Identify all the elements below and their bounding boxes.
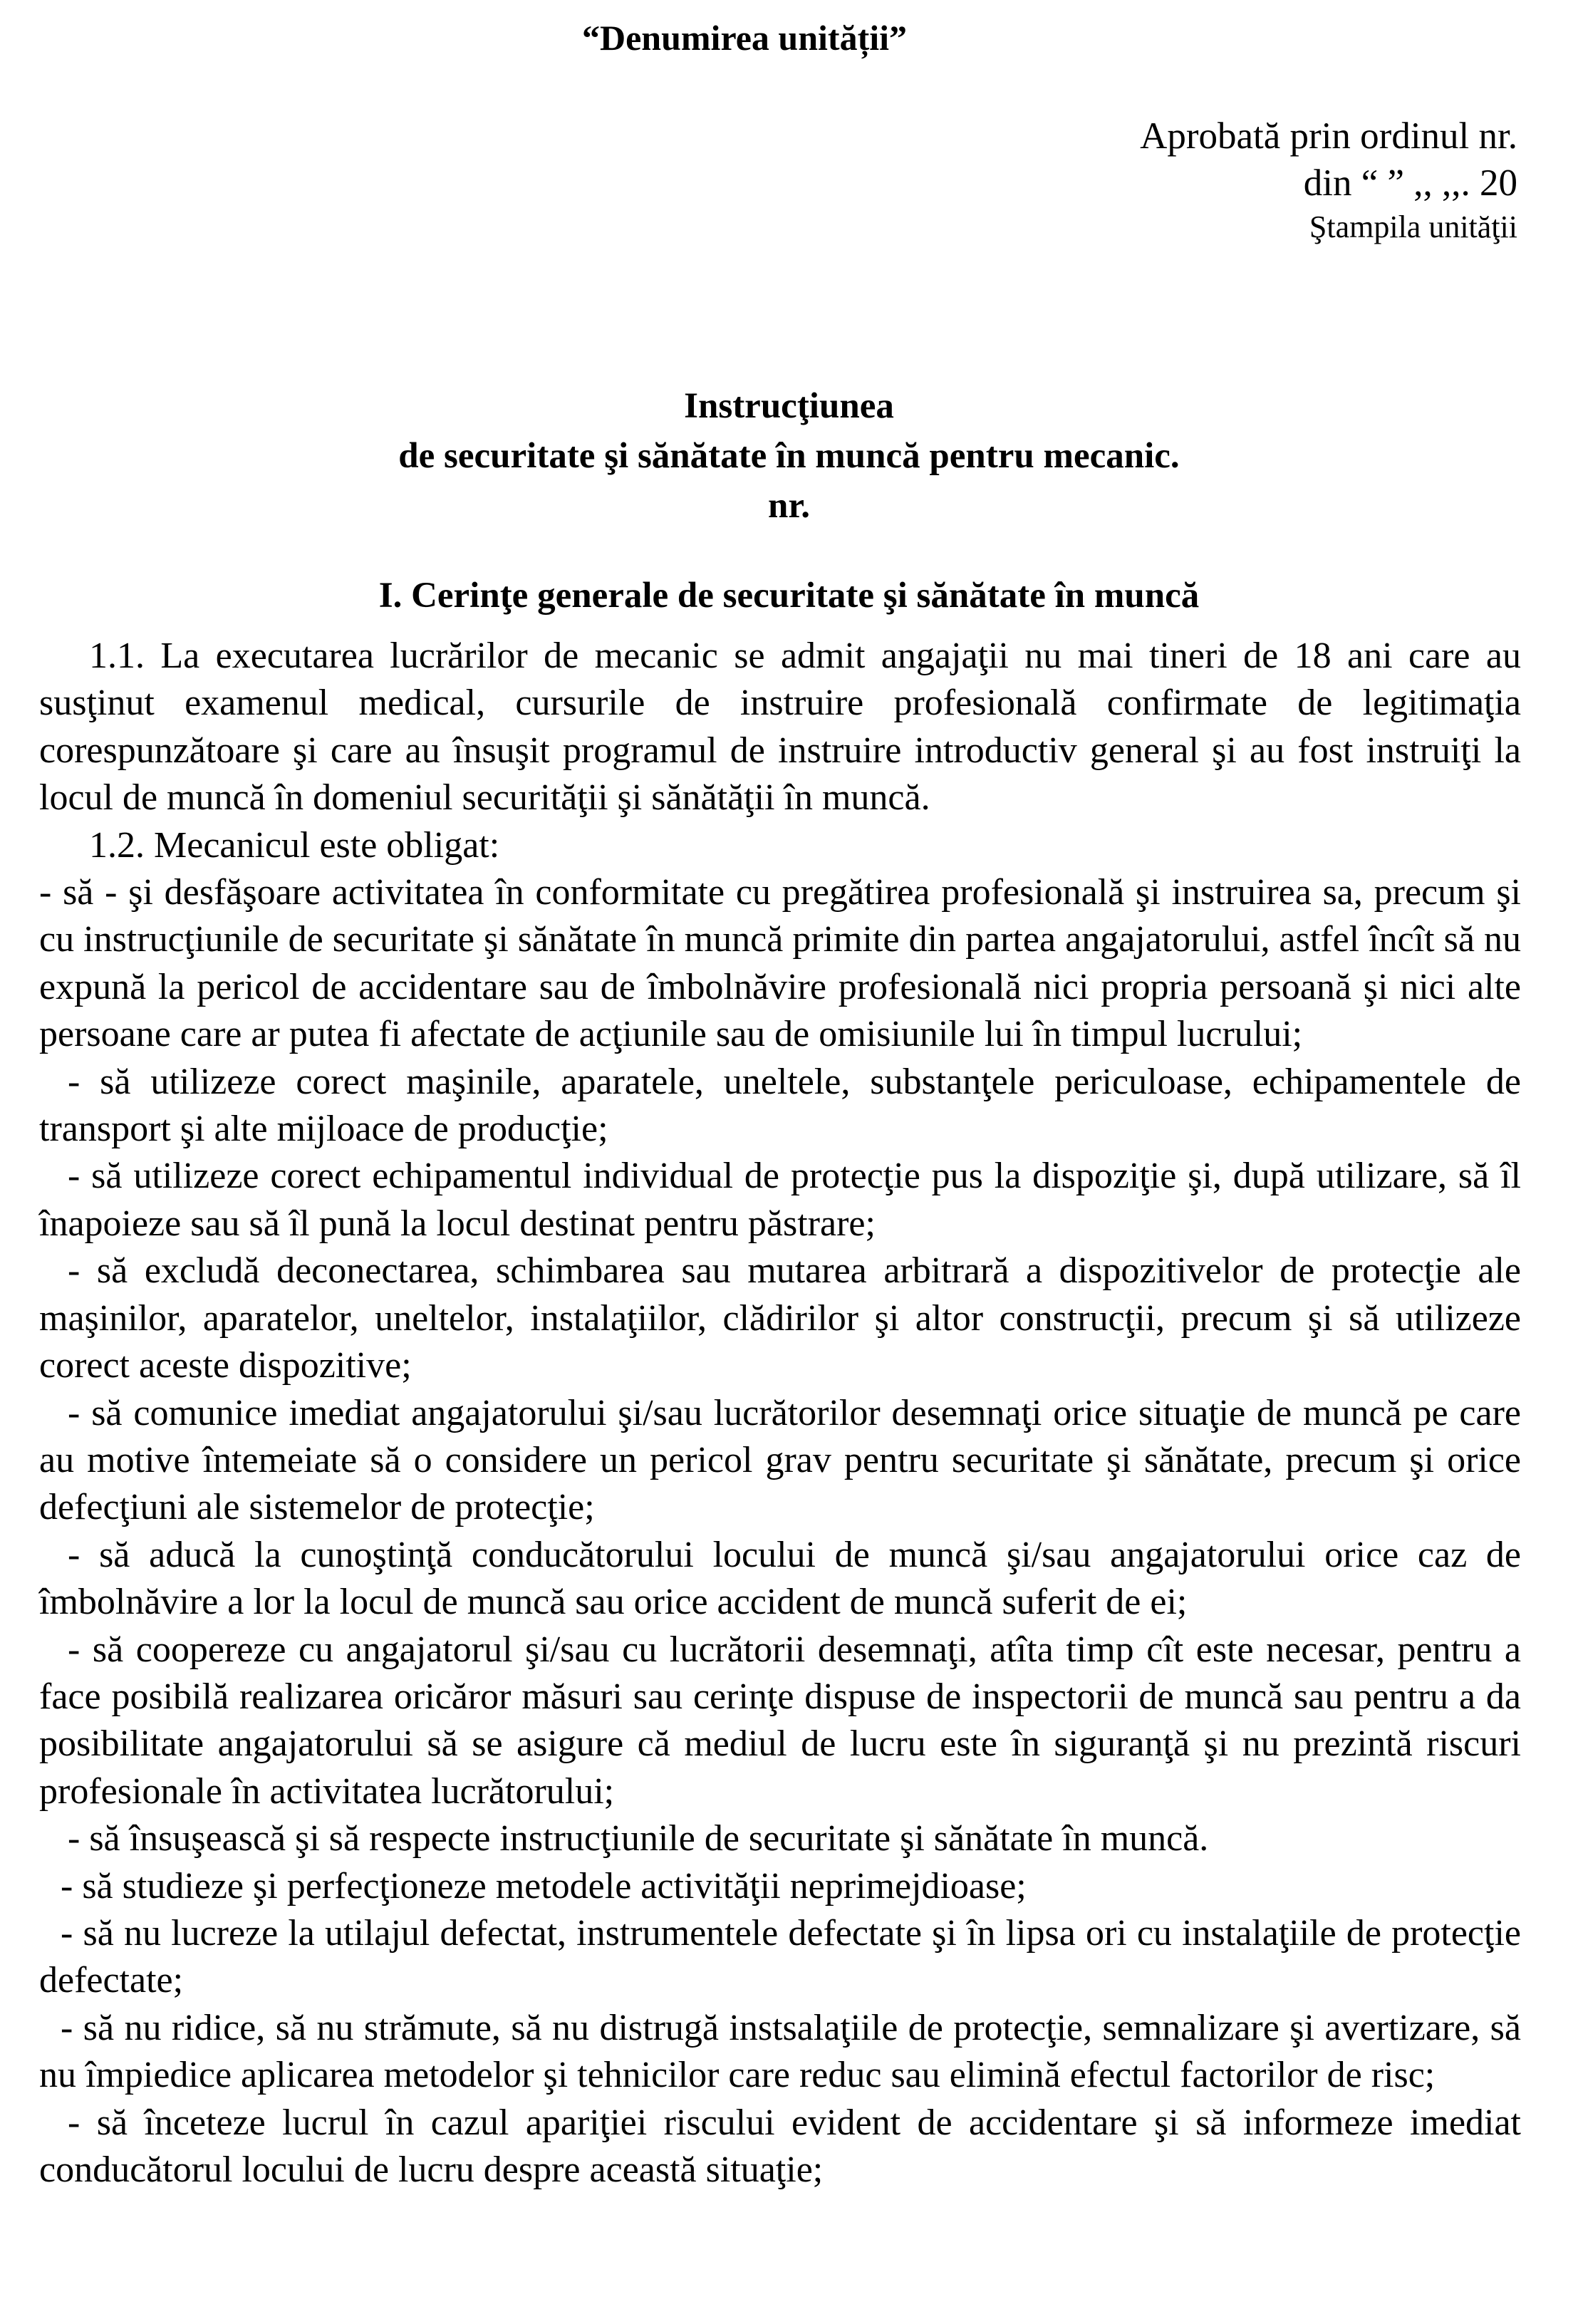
approval-block <box>1140 113 1517 248</box>
list-item: - să utilizeze corect maşinile, aparatele, uneltele, substanţele periculoase, echipamentele de transport şi alte mijloace de producţie; <box>39 1061 1521 1150</box>
list-item: - să aducă la cunoştinţă conducătorului locului de muncă şi/sau angajatorului orice caz de îmbolnăvire a lor la locul de muncă sau orice accident de muncă suferit de ei; <box>39 1534 1521 1623</box>
title-number: nr. <box>767 486 811 526</box>
document-title <box>0 381 1578 531</box>
title-line-2: de securitate şi sănătate în muncă pentru mecanic. <box>398 436 1180 476</box>
unit-name: “Denumirea unității” <box>581 18 908 58</box>
list-item: - să coopereze cu angajatorul şi/sau cu lucrătorii desemnaţi, atîta timp cît este necesar, pentru a face posibilă realizarea oricăror măsuri sau cerinţe dispuse de inspectorii de muncă sau pentru a da posibilitate angajatorului să se asigure că mediul de lucru este în siguranţă şi nu prezintă riscuri profesionale în activitatea lucrătorului; <box>39 1629 1521 1812</box>
document-body <box>39 633 1521 2194</box>
list-item: - să comunice imediat angajatorului şi/sau lucrătorilor desemnaţi orice situaţie de muncă pe care au motive întemeiate să o considere un pericol grav pentru securitate şi sănătate, precum şi orice defecţiuni ale sistemelor de protecţie; <box>39 1392 1521 1528</box>
list-item: - să studieze şi perfecţioneze metodele activităţii neprimejdioase; <box>61 1865 1027 1907</box>
list-item: - să înceteze lucrul în cazul apariţiei riscului evident de accidentare şi să informeze imediat conducătorul locului de lucru despre această situaţie; <box>39 2102 1521 2190</box>
paragraph-1-1: 1.1. La executarea lucrărilor de mecanic se admit angajaţii nu mai tineri de 18 ani care au susţinut examenul medical, cursurile de instruire profesională confirmate de legitimaţia corespunzătoare şi care au însuşit programul de instruire introductiv general şi au fost instruiţi la locul de muncă în domeniul securităţii şi sănătăţii în muncă. <box>39 636 1521 819</box>
unit-stamp-label: Ştampila unităţii <box>1309 209 1517 244</box>
list-item: - să însuşească şi să respecte instrucţiunile de securitate şi sănătate în muncă. <box>68 1818 1209 1859</box>
list-item: - să excludă deconectarea, schimbarea sau mutarea arbitrară a dispozitivelor de protecţie ale maşinilor, aparatelor, uneltelor, instalaţiilor, clădirilor şi altor construcţii, precum şi să utilizeze corect aceste dispozitive; <box>39 1250 1521 1386</box>
list-item: - să nu lucreze la utilajul defectat, instrumentele defectate şi în lipsa ori cu instalaţiile de protecţie defectate; <box>39 1912 1521 2001</box>
section-heading: I. Cerinţe generale de securitate şi sănătate în muncă <box>378 576 1200 616</box>
list-item: - să - şi desfăşoare activitatea în conformitate cu pregătirea profesională şi instruirea sa, precum şi cu instrucţiunile de securitate şi sănătate în muncă primite din partea angajatorului, astfel încît să nu expună la pericol de accidentare sau de îmbolnăvire profesională nici propria persoană şi nici alte persoane care ar putea fi afectate de acţiunile sau de omisiunile lui în timpul lucrului; <box>39 872 1521 1055</box>
title-line-1: Instrucţiunea <box>684 386 894 426</box>
approval-order-line: Aprobată prin ordinul nr. <box>1140 115 1517 157</box>
list-item: - să nu ridice, să nu strămute, să nu distrugă instsalaţiile de protecţie, semnalizare şi avertizare, să nu împiedice aplicarea metodelor şi tehnicilor care reduc sau elimină efectul factorilor de risc; <box>39 2007 1521 2096</box>
paragraph-1-2: 1.2. Mecanicul este obligat: <box>89 824 500 866</box>
list-item: - să utilizeze corect echipamentul individual de protecţie pus la dispoziţie şi, după utilizare, să îl înapoieze sau să îl pună la locul destinat pentru păstrare; <box>39 1156 1521 1244</box>
approval-date-line: din “ ” ,, ,,. 20 <box>1303 162 1517 204</box>
